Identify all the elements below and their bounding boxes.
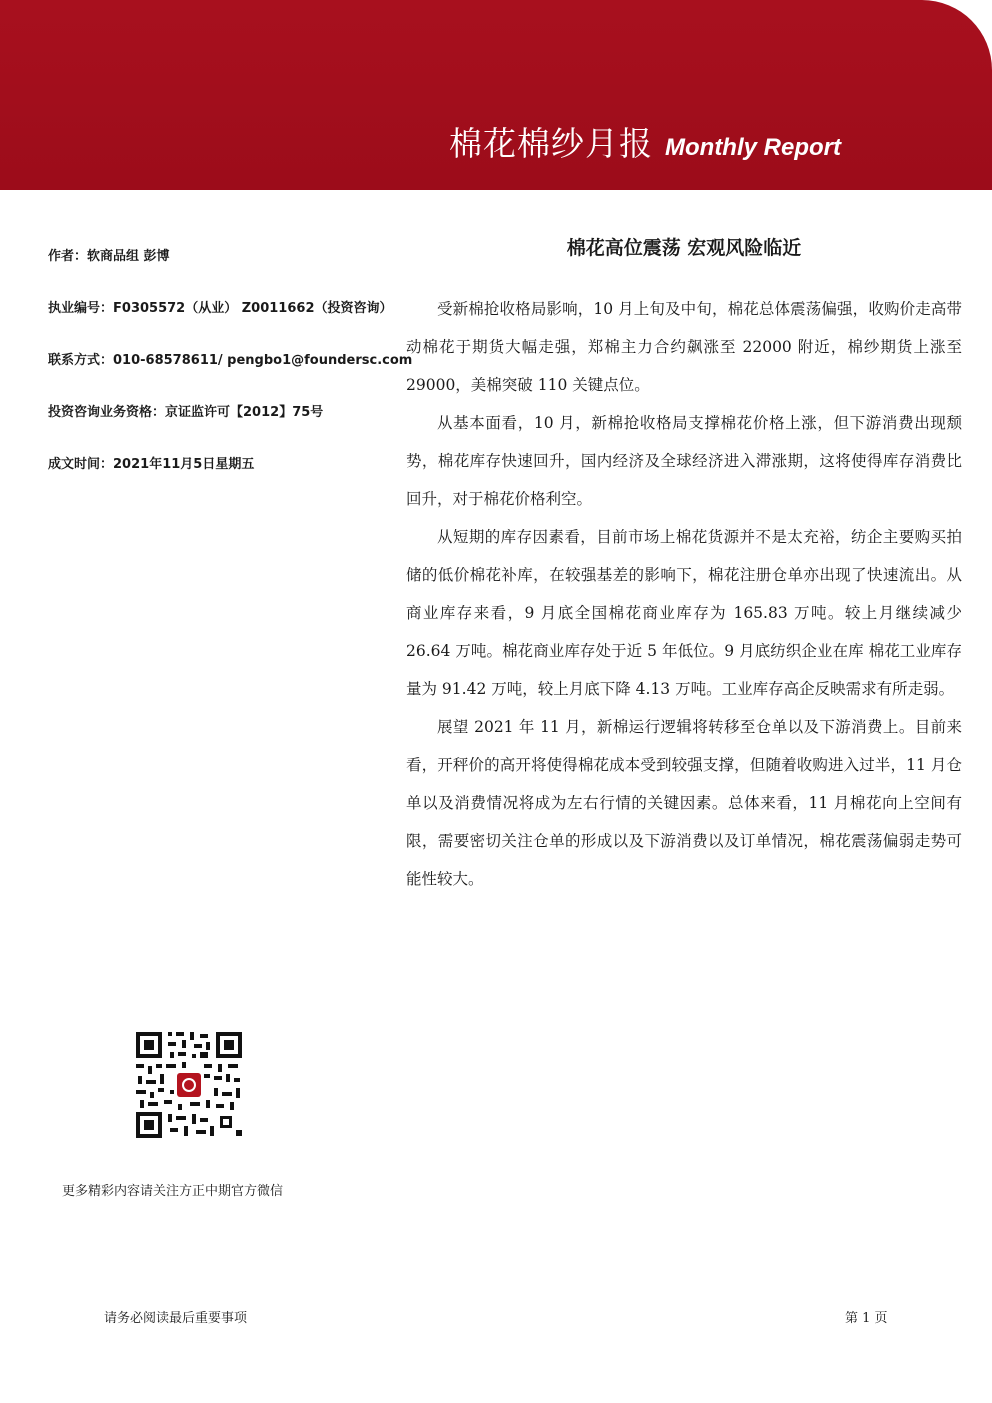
author-label: 作者： (48, 249, 88, 264)
license-line (48, 297, 392, 316)
date-line (48, 453, 254, 472)
date-label: 成文时间： (48, 457, 114, 472)
banner-title-cn: 棉花棉纱月报 (449, 124, 653, 163)
footer-notice: 请务必阅读最后重要事项 (104, 1311, 248, 1326)
author-value: 软商品组 彭博 (87, 249, 170, 264)
banner-title-en: Monthly Report (665, 134, 841, 161)
banner-title (449, 118, 841, 165)
qualification-value: 京证监许可【2012】75号 (165, 405, 324, 420)
page-number: 第 1 页 (845, 1311, 888, 1326)
article-body (406, 290, 962, 898)
qr-caption: 更多精彩内容请关注方正中期官方微信 (62, 1184, 284, 1199)
article-paragraph: 从短期的库存因素看，目前市场上棉花货源并不是太充裕，纺企主要购买拍储的低价棉花补库，在较强基差的影响下，棉花注册仓单亦出现了快速流出。从商业库存来看，9 月底全国棉花商业库存为 165.83 万吨。较上月继续减少 26.64 万吨。棉花商业库存处于近 5 年低位。9 月底纺织企业在库 棉花工业库存量为 91.42 万吨，较上月底下降 4.13 万吨。工业库存高企反映需求有所走弱。 (406, 528, 962, 698)
date-value: 2021年11月5日星期五 (113, 457, 255, 472)
license-label: 执业编号： (48, 301, 114, 316)
report-banner (0, 0, 992, 190)
author-line (48, 245, 170, 264)
article-paragraph: 从基本面看，10 月，新棉抢收格局支撑棉花价格上涨，但下游消费出现颓势，棉花库存快速回升，国内经济及全球经济进入滞涨期，这将使得库存消费比回升，对于棉花价格利空。 (406, 414, 962, 508)
contact-value: 010-68578611/ pengbo1@foundersc.com (113, 353, 413, 368)
contact-label: 联系方式： (48, 353, 114, 368)
article-headline: 棉花高位震荡 宏观风险临近 (566, 237, 802, 259)
wechat-qr-code (134, 1030, 244, 1140)
article-paragraph: 受新棉抢收格局影响，10 月上旬及中旬，棉花总体震荡偏强，收购价走高带动棉花于期货大幅走强，郑棉主力合约飙涨至 22000 附近，棉纱期货上涨至 29000，美棉突破 110 关键点位。 (406, 300, 962, 394)
qualification-label: 投资咨询业务资格： (48, 405, 166, 420)
contact-line (48, 349, 412, 368)
license-value: F0305572（从业） Z0011662（投资咨询） (113, 301, 393, 316)
article-paragraph: 展望 2021 年 11 月，新棉运行逻辑将转移至仓单以及下游消费上。目前来看，开秤价的高开将使得棉花成本受到较强支撑，但随着收购进入过半，11 月仓单以及消费情况将成为左右行情的关键因素。总体来看，11 月棉花向上空间有限，需要密切关注仓单的形成以及下游消费以及订单情况，棉花震荡偏弱走势可能性较大。 (406, 718, 962, 888)
qualification-line (48, 401, 323, 420)
